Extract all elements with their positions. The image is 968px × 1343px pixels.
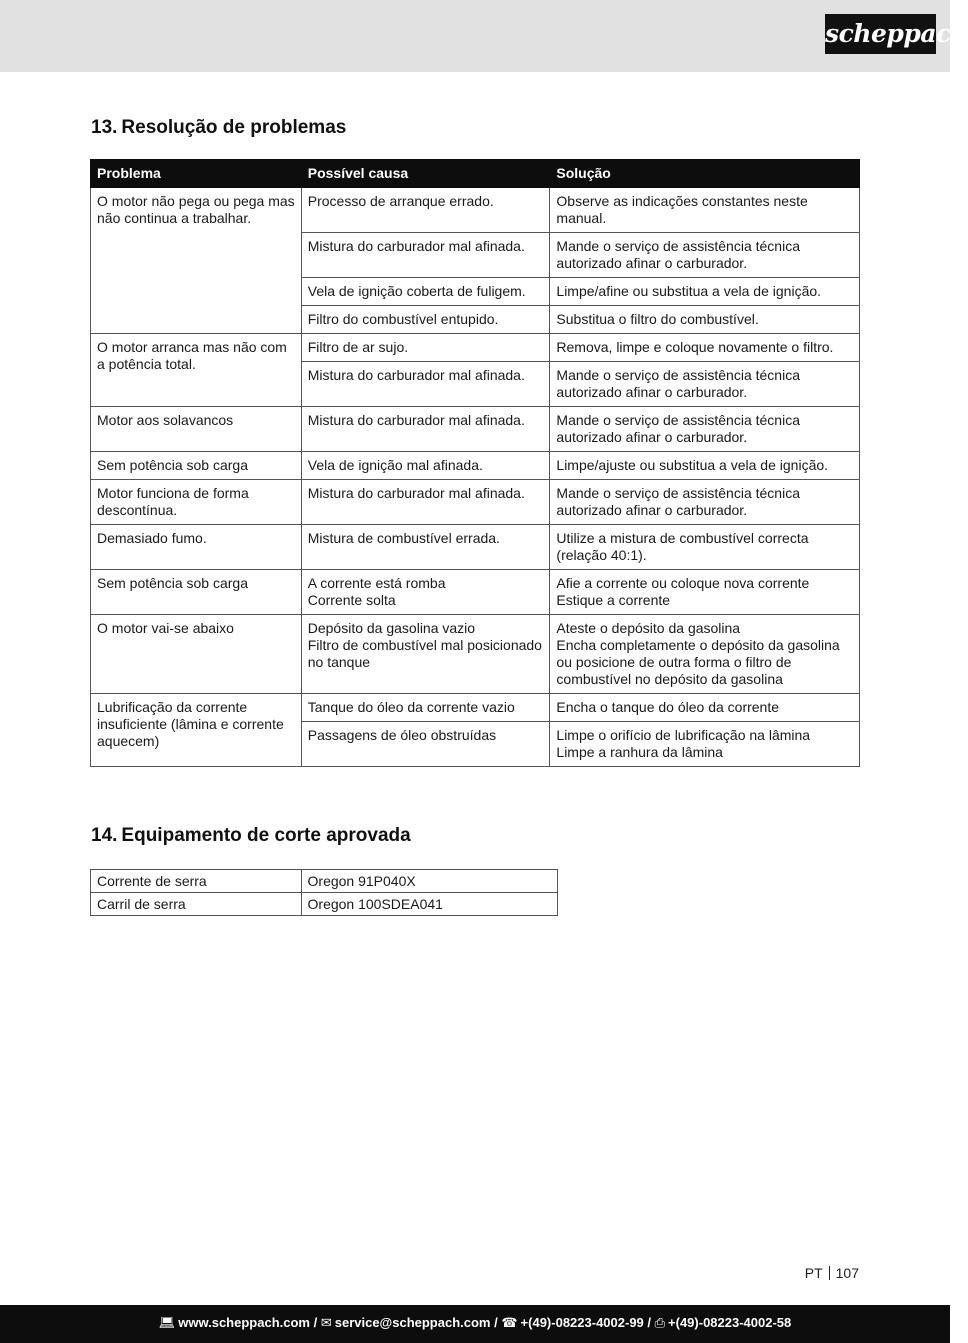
cause-cell: Mistura do carburador mal afinada. [301,362,550,407]
troubleshooting-body [91,188,860,767]
cause-cell: Processo de arranque errado. [301,188,550,233]
solution-cell: Remova, limpe e coloque novamente o filtro. [550,334,860,362]
problem-cell: O motor não pega ou pega mas não continua a trabalhar. [91,188,302,334]
page-separator [829,1266,830,1280]
footer-fax: +(49)-08223-4002-58 [668,1315,792,1330]
section-13-number: 13. [91,117,118,138]
cause-cell: Passagens de óleo obstruídas [301,722,550,767]
table-row [91,188,860,233]
column-header-cause: Possível causa [301,160,550,188]
problem-cell: Motor funciona de forma descontínua. [91,480,302,525]
problem-cell: Sem potência sob carga [91,570,302,615]
solution-cell: Afie a corrente ou coloque nova corrente Estique a corrente [550,570,860,615]
cause-cell: Depósito da gasolina vazio Filtro de combustível mal posicionado no tanque [301,615,550,694]
footer-bar: 💻︎ www.scheppach.com / ✉ service@scheppach.com / ☎ +(49)-08223-4002-99 / ⎙ +(49)-08223-4002-58 [0,1305,950,1343]
table-row [91,407,860,452]
problem-cell: Lubrificação da corrente insuficiente (lâmina e corrente aquecem) [91,694,302,767]
cause-cell: Mistura de combustível errada. [301,525,550,570]
column-header-solution: Solução [550,160,860,188]
solution-cell: Limpe o orifício de lubrificação na lâmina Limpe a ranhura da lâmina [550,722,860,767]
table-header-row [91,160,860,188]
page-number-value: 107 [835,1265,859,1281]
page-language: PT [804,1265,823,1281]
column-header-problem: Problema [91,160,302,188]
solution-cell: Encha o tanque do óleo da corrente [550,694,860,722]
table-row [91,570,860,615]
mail-icon: ✉ [320,1315,332,1330]
cause-cell: Vela de ignição coberta de fuligem. [301,278,550,306]
cause-cell: Tanque do óleo da corrente vazio [301,694,550,722]
phone-icon: ☎ [501,1315,518,1330]
cause-cell: Filtro de ar sujo. [301,334,550,362]
table-row [91,870,558,893]
problem-cell: O motor vai-se abaixo [91,615,302,694]
solution-cell: Mande o serviço de assistência técnica autorizado afinar o carburador. [550,480,860,525]
section-13-title [91,117,346,139]
solution-cell: Limpe/ajuste ou substitua a vela de ignição. [550,452,860,480]
equipment-value: Oregon 100SDEA041 [301,893,557,916]
cause-cell: Vela de ignição mal afinada. [301,452,550,480]
footer-website[interactable]: www.scheppach.com [178,1315,310,1330]
table-row [91,334,860,362]
table-row [91,480,860,525]
cause-cell: A corrente está romba Corrente solta [301,570,550,615]
section-14-title [91,825,411,847]
table-row [91,893,558,916]
solution-cell: Substitua o filtro do combustível. [550,306,860,334]
solution-cell: Mande o serviço de assistência técnica autorizado afinar o carburador. [550,407,860,452]
section-14-heading: Equipamento de corte aprovada [121,825,411,846]
cause-cell: Mistura do carburador mal afinada. [301,480,550,525]
computer-icon: 💻︎ [158,1315,176,1330]
page-number [805,1265,859,1281]
cause-cell: Mistura do carburador mal afinada. [301,407,550,452]
equipment-label: Carril de serra [91,893,302,916]
equipment-value: Oregon 91P040X [301,870,557,893]
cutting-equipment-table [90,869,558,916]
section-14-number: 14. [91,825,118,846]
solution-cell: Utilize a mistura de combustível correcta (relação 40:1). [550,525,860,570]
solution-cell: Observe as indicações constantes neste manual. [550,188,860,233]
header-band [0,0,968,72]
solution-cell: Mande o serviço de assistência técnica autorizado afinar o carburador. [550,233,860,278]
table-row [91,694,860,722]
section-13-heading: Resolução de problemas [121,117,347,138]
solution-cell: Limpe/afine ou substitua a vela de ignição. [550,278,860,306]
solution-cell: Ateste o depósito da gasolina Encha completamente o depósito da gasolina ou posicione de outra forma o filtro de combustível no depósito da gasolina [550,615,860,694]
table-row [91,525,860,570]
cause-cell: Mistura do carburador mal afinada. [301,233,550,278]
footer-phone: +(49)-08223-4002-99 [520,1315,644,1330]
problem-cell: Demasiado fumo. [91,525,302,570]
cause-cell: Filtro do combustível entupido. [301,306,550,334]
problem-cell: Sem potência sob carga [91,452,302,480]
problem-cell: O motor arranca mas não com a potência total. [91,334,302,407]
problem-cell: Motor aos solavancos [91,407,302,452]
equipment-label: Corrente de serra [91,870,302,893]
table-row [91,452,860,480]
footer-email[interactable]: service@scheppach.com [334,1315,491,1330]
troubleshooting-table [90,159,860,767]
table-row [91,615,860,694]
fax-icon: ⎙ [654,1315,666,1330]
solution-cell: Mande o serviço de assistência técnica autorizado afinar o carburador. [550,362,860,407]
scheppach-logo: scheppach [825,14,936,54]
